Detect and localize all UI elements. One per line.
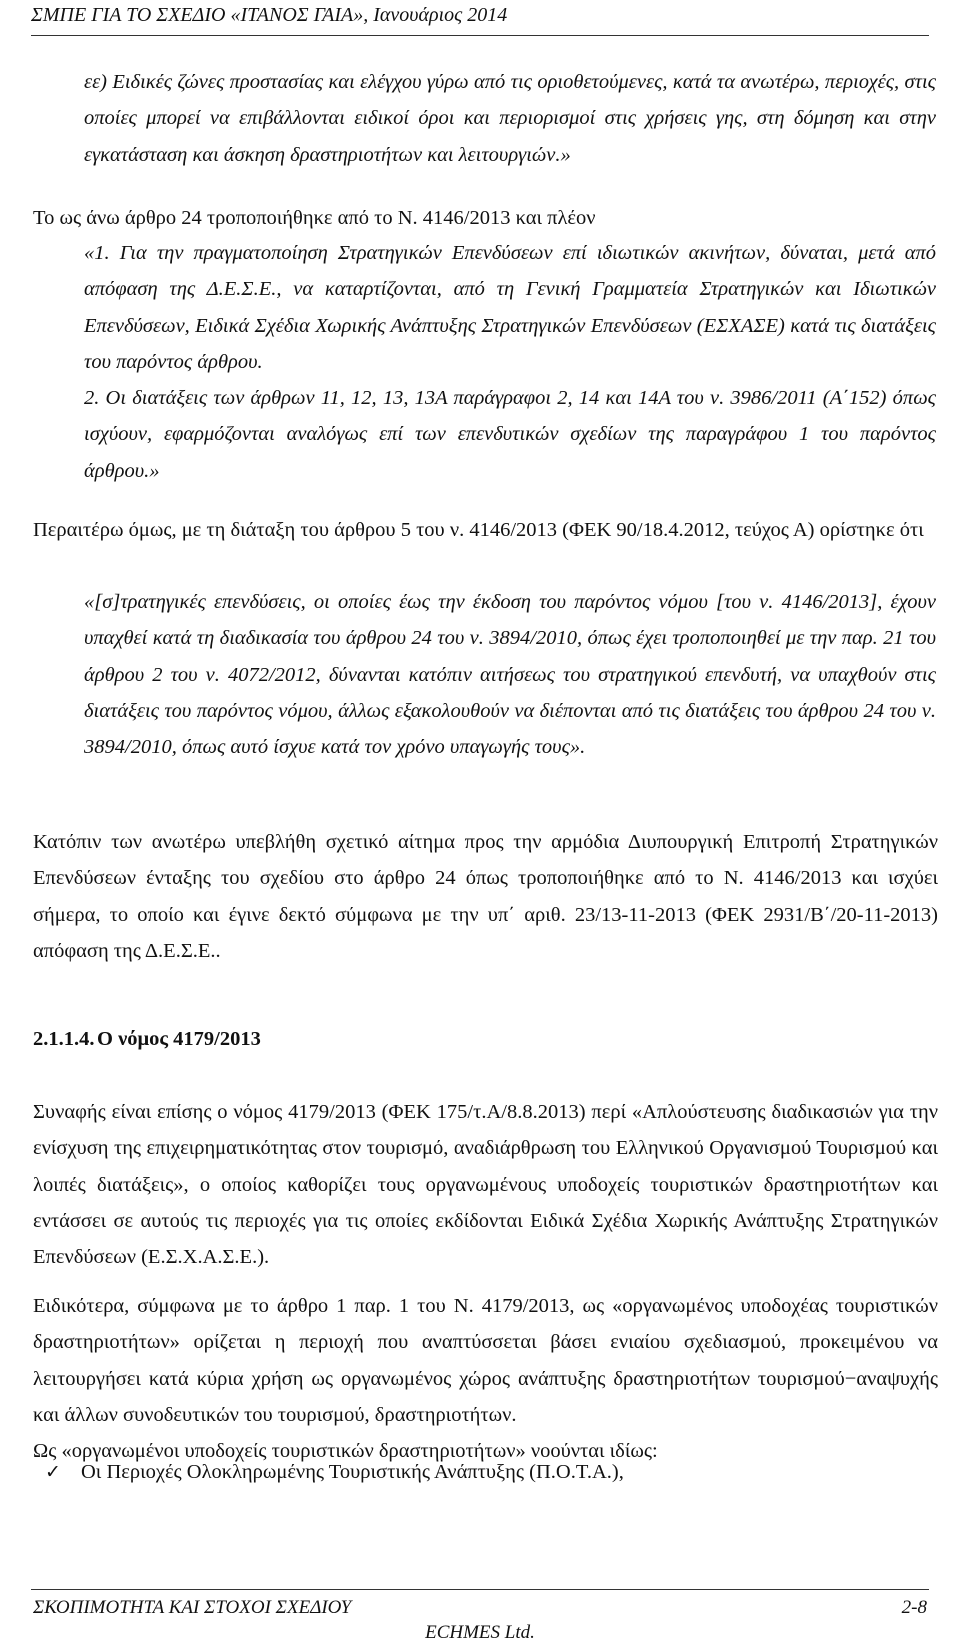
footer-section-title: ΣΚΟΠΙΜΟΤΗΤΑ ΚΑΙ ΣΤΟΧΟΙ ΣΧΕΔΙΟΥ xyxy=(33,1597,352,1618)
quote-item-1: «1. Για την πραγματοποίηση Στρατηγικών Επενδύσεων επί ιδιωτικών ακινήτων, δύναται, μετά από απόφαση της Δ.Ε.Σ.Ε., να καταρτίζονται, από τη Γενική Γραμματεία Στρατηγικών και Ιδιωτικών Επενδύσεων, Ειδικά Σχέδια Χωρικής Ανάπτυξης Στρατηγικών Επενδύσεων (ΕΣΧΑΣΕ) κατά τις διατάξεις του παρόντος άρθρου. xyxy=(84,242,936,373)
checkmark-icon: ✓ xyxy=(45,1461,61,1483)
quote-paragraph-zones: εε) Ειδικές ζώνες προστασίας και ελέγχου γύρω από τις οριοθετούμενες, κατά τα ανωτέρω, περιοχές, στις οποίες μπορεί να επιβάλλονται ειδικοί όροι και περιορισμοί στις χρήσεις γης, στη δόμηση και στην εγκατάσταση και άσκηση δραστηριοτήτων και λειτουργιών.» xyxy=(84,71,936,166)
submission-paragraph: Κατόπιν των ανωτέρω υπεβλήθη σχετικό αίτημα προς την αρμόδια Διυπουργική Επιτροπή Στρατηγικών Επενδύσεων ένταξης του σχεδίου στο άρθρο 24 όπως τροποποιήθηκε από το Ν. 4146/2013 και ισχύει σήμερα, το οποίο και έγινε δεκτό σύμφωνα με την υπ΄ αριθ. 23/13-11-2013 (ΦΕΚ 2931/Β΄/20-11-2013) απόφαση της Δ.Ε.Σ.Ε.. xyxy=(33,831,938,962)
quote-item-2: 2. Οι διατάξεις των άρθρων 11, 12, 13, 13Α παράγραφοι 2, 14 και 14Α του ν. 3986/2011 (Α΄152) όπως ισχύουν, εφαρμόζονται αναλόγως επί των επενδυτικών σχεδίων της παραγράφου 1 του παρόντος άρθρου.» xyxy=(84,387,936,482)
section-number: 2.1.1.4. xyxy=(33,1028,95,1050)
section-heading xyxy=(33,1024,261,1054)
page-header xyxy=(31,0,929,36)
page-number: 2-8 xyxy=(901,1597,927,1618)
law-paragraph: Συναφής είναι επίσης ο νόμος 4179/2013 (ΦΕΚ 175/τ.Α/8.8.2013) περί «Απλούστευσης διαδικασιών για την ενίσχυση της επιχειρηματικότητας στον τουρισμό, αναδιάρθρωση του Ελληνικού Οργανισμού Τουρισμού και λοιπές διατάξεις», ο οποίος καθορίζει τους οργανωμένους υποδοχείς τουριστικών δραστηριοτήτων και εντάσσει σε αυτούς τις περιοχές για τις οποίες εκδίδονται Ειδικά Σχέδια Χωρικής Ανάπτυξης Στρατηγικών Επενδύσεων (Ε.Σ.Χ.Α.Σ.Ε.). xyxy=(33,1101,938,1269)
bullet-item-text: Οι Περιοχές Ολοκληρωμένης Τουριστικής Ανάπτυξης (Π.Ο.Τ.Α.), xyxy=(81,1461,624,1483)
specific-paragraph-block xyxy=(33,1288,938,1469)
quote-strategic-investments: «[σ]τρατηγικές επενδύσεις, οι οποίες έως την έκδοση του παρόντος νόμου [του ν. 4146/2013], έχουν υπαχθεί κατά τη διαδικασία του άρθρου 24 του ν. 3894/2010, όπως έχει τροποποιηθεί με την παρ. 21 του άρθρου 2 του ν. 4072/2012, δύνανται κατόπιν αιτήσεως του στρατηγικού επενδυτή, να υπαχθούν στις διατάξεις του παρόντος νόμου, άλλως εξακολουθούν να διέπονται από τις διατάξεις του άρθρου 24 του ν. 3894/2010, όπως αυτό ίσχυε κατά τον χρόνο υπαγωγής τους». xyxy=(84,591,936,759)
section-title: Ο νόμος 4179/2013 xyxy=(97,1028,261,1050)
footer-company: ECHMES Ltd. xyxy=(425,1622,535,1643)
considered-line: Ως «οργανωμένοι υποδοχείς τουριστικών δραστηριοτήτων» νοούνται ιδίως: xyxy=(33,1440,658,1463)
header-title: ΣΜΠΕ ΓΙΑ ΤΟ ΣΧΕΔΙΟ «ΙΤΑΝΟΣ ΓΑΙΑ», Ιανουάριος 2014 xyxy=(31,4,508,26)
footer-divider xyxy=(31,1589,929,1590)
amendment-note: Το ως άνω άρθρο 24 τροποποιήθηκε από το Ν. 4146/2013 και πλέον xyxy=(33,207,596,229)
bullet-list-item xyxy=(45,1454,624,1490)
furthermore-paragraph: Περαιτέρω όμως, με τη διάταξη του άρθρου 5 του ν. 4146/2013 (ΦΕΚ 90/18.4.2012, τεύχος Α) ορίστηκε ότι xyxy=(33,519,924,541)
quote-article-24-amended xyxy=(84,235,936,489)
specific-paragraph: Ειδικότερα, σύμφωνα με το άρθρο 1 παρ. 1 του Ν. 4179/2013, ως «οργανωμένος υποδοχέας τουριστικών δραστηριοτήτων» ορίζεται η περιοχή που αναπτύσσεται βάσει ενιαίου σχεδιασμού, προκειμένου να λειτουργήσει κατά κύρια χρήση ως οργανωμένος χώρος ανάπτυξης δραστηριοτήτων τουρισμού−αναψυχής και άλλων συνοδευτικών του τουρισμού, δραστηριοτήτων. xyxy=(33,1295,938,1426)
